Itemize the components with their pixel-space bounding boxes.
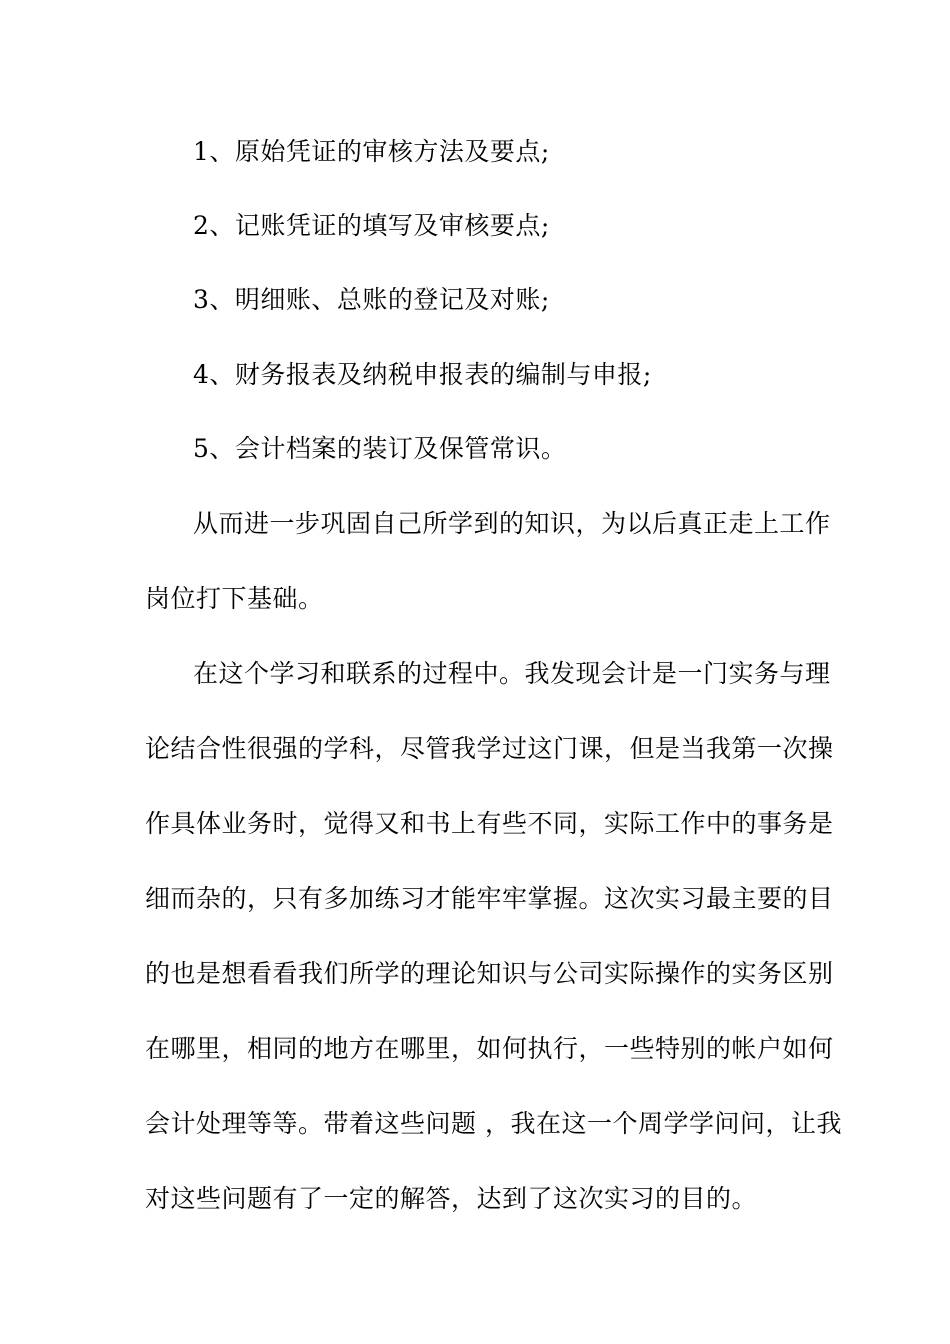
list-item: 5、会计档案的装订及保管常识。 <box>193 434 567 463</box>
paragraph-line: 论结合性很强的学科，尽管我学过这门课，但是当我第一次操 <box>145 734 834 763</box>
paragraph-line: 作具体业务时，觉得又和书上有些不同，实际工作中的事务是 <box>145 809 834 838</box>
paragraph-line: 从而进一步巩固自己所学到的知识，为以后真正走上工作 <box>193 509 831 538</box>
paragraph-line: 细而杂的，只有多加练习才能牢牢掌握。这次实习最主要的目 <box>145 884 834 913</box>
paragraph-line: 对这些问题有了一定的解答，达到了这次实习的目的。 <box>145 1184 758 1213</box>
list-item: 3、明细账、总账的登记及对账; <box>193 285 550 314</box>
paragraph-line: 在哪里，相同的地方在哪里，如何执行，一些特别的帐户如何 <box>145 1034 834 1063</box>
list-item: 4、财务报表及纳税申报表的编制与申报; <box>193 360 652 389</box>
paragraph-line: 在这个学习和联系的过程中。我发现会计是一门实务与理 <box>193 659 831 688</box>
list-item: 2、记账凭证的填写及审核要点; <box>193 211 550 240</box>
list-item: 1、原始凭证的审核方法及要点; <box>193 137 550 166</box>
paragraph-line: 会计处理等等。带着这些问题 ，我在这一个周学学问问，让我 <box>145 1109 842 1138</box>
paragraph-line: 岗位打下基础。 <box>145 584 324 613</box>
paragraph-line: 的也是想看看我们所学的理论知识与公司实际操作的实务区别 <box>145 959 834 988</box>
